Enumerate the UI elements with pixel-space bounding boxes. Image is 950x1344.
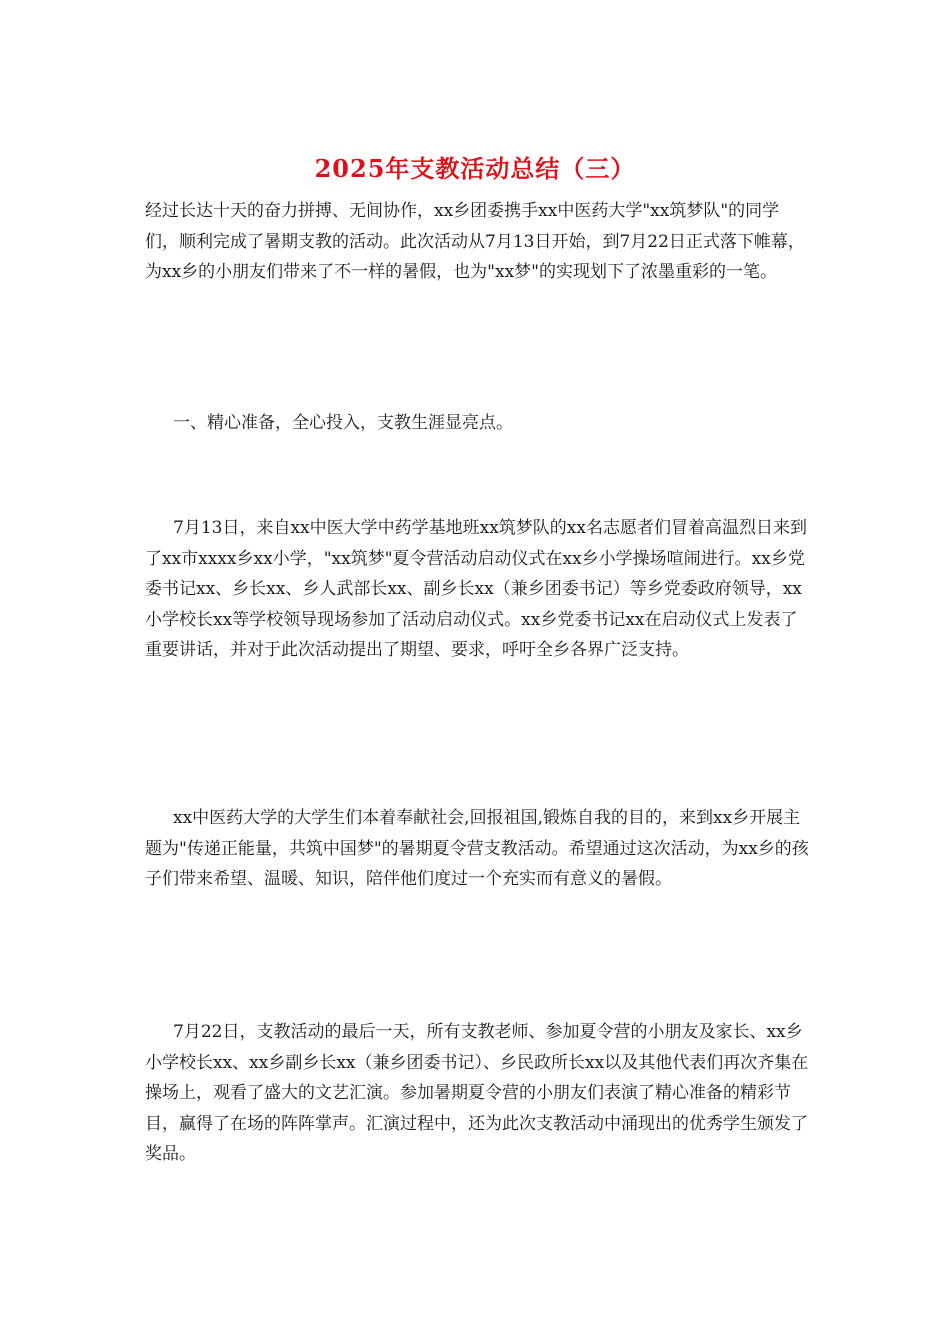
body-paragraph: 7月13日，来自xx中医大学中药学基地班xx筑梦队的xx名志愿者们冒着高温烈日来到了xx市xxxx乡xx小学，"xx筑梦"夏令营活动启动仪式在xx乡小学操场喧闹进行。xx乡党委书记xx、乡长xx、乡人武部长xx、副乡长xx（兼乡团委书记）等乡党委政府领导，xx小学校长xx等学校领导现场参加了活动启动仪式。xx乡党委书记xx在启动仪式上发表了重要讲话，并对于此次活动提出了期望、要求，呼吁全乡各界广泛支持。 bbox=[145, 518, 807, 660]
document-title: 2025年支教活动总结（三） bbox=[314, 154, 636, 183]
body-paragraph: xx中医药大学的大学生们本着奉献社会,回报祖国,锻炼自我的目的，来到xx乡开展主题为"传递正能量，共筑中国梦"的暑期夏令营支教活动。希望通过这次活动，为xx乡的孩子们带来希望、温暖、知识，陪伴他们度过一个充实而有意义的暑假。 bbox=[145, 808, 809, 889]
body-paragraph: 7月22日，支教活动的最后一天，所有支教老师、参加夏令营的小朋友及家长、xx乡小学校长xx、xx乡副乡长xx（兼乡团委书记）、乡民政所长xx以及其他代表们再次齐集在操场上，观看了盛大的文艺汇演。参加暑期夏令营的小朋友们表演了精心准备的精彩节目，赢得了在场的阵阵掌声。汇演过程中，还为此次支教活动中涌现出的优秀学生颁发了奖品。 bbox=[145, 1022, 809, 1164]
section-heading-1: 一、精心准备，全心投入，支教生涯显亮点。 bbox=[173, 413, 513, 433]
intro-paragraph: 经过长达十天的奋力拼搏、无间协作，xx乡团委携手xx中医药大学"xx筑梦队"的同学们，顺利完成了暑期支教的活动。此次活动从7月13日开始，到7月22日正式落下帷幕，为xx乡的小朋友们带来了不一样的暑假，也为"xx梦"的实现划下了浓墨重彩的一笔。 bbox=[145, 201, 805, 282]
